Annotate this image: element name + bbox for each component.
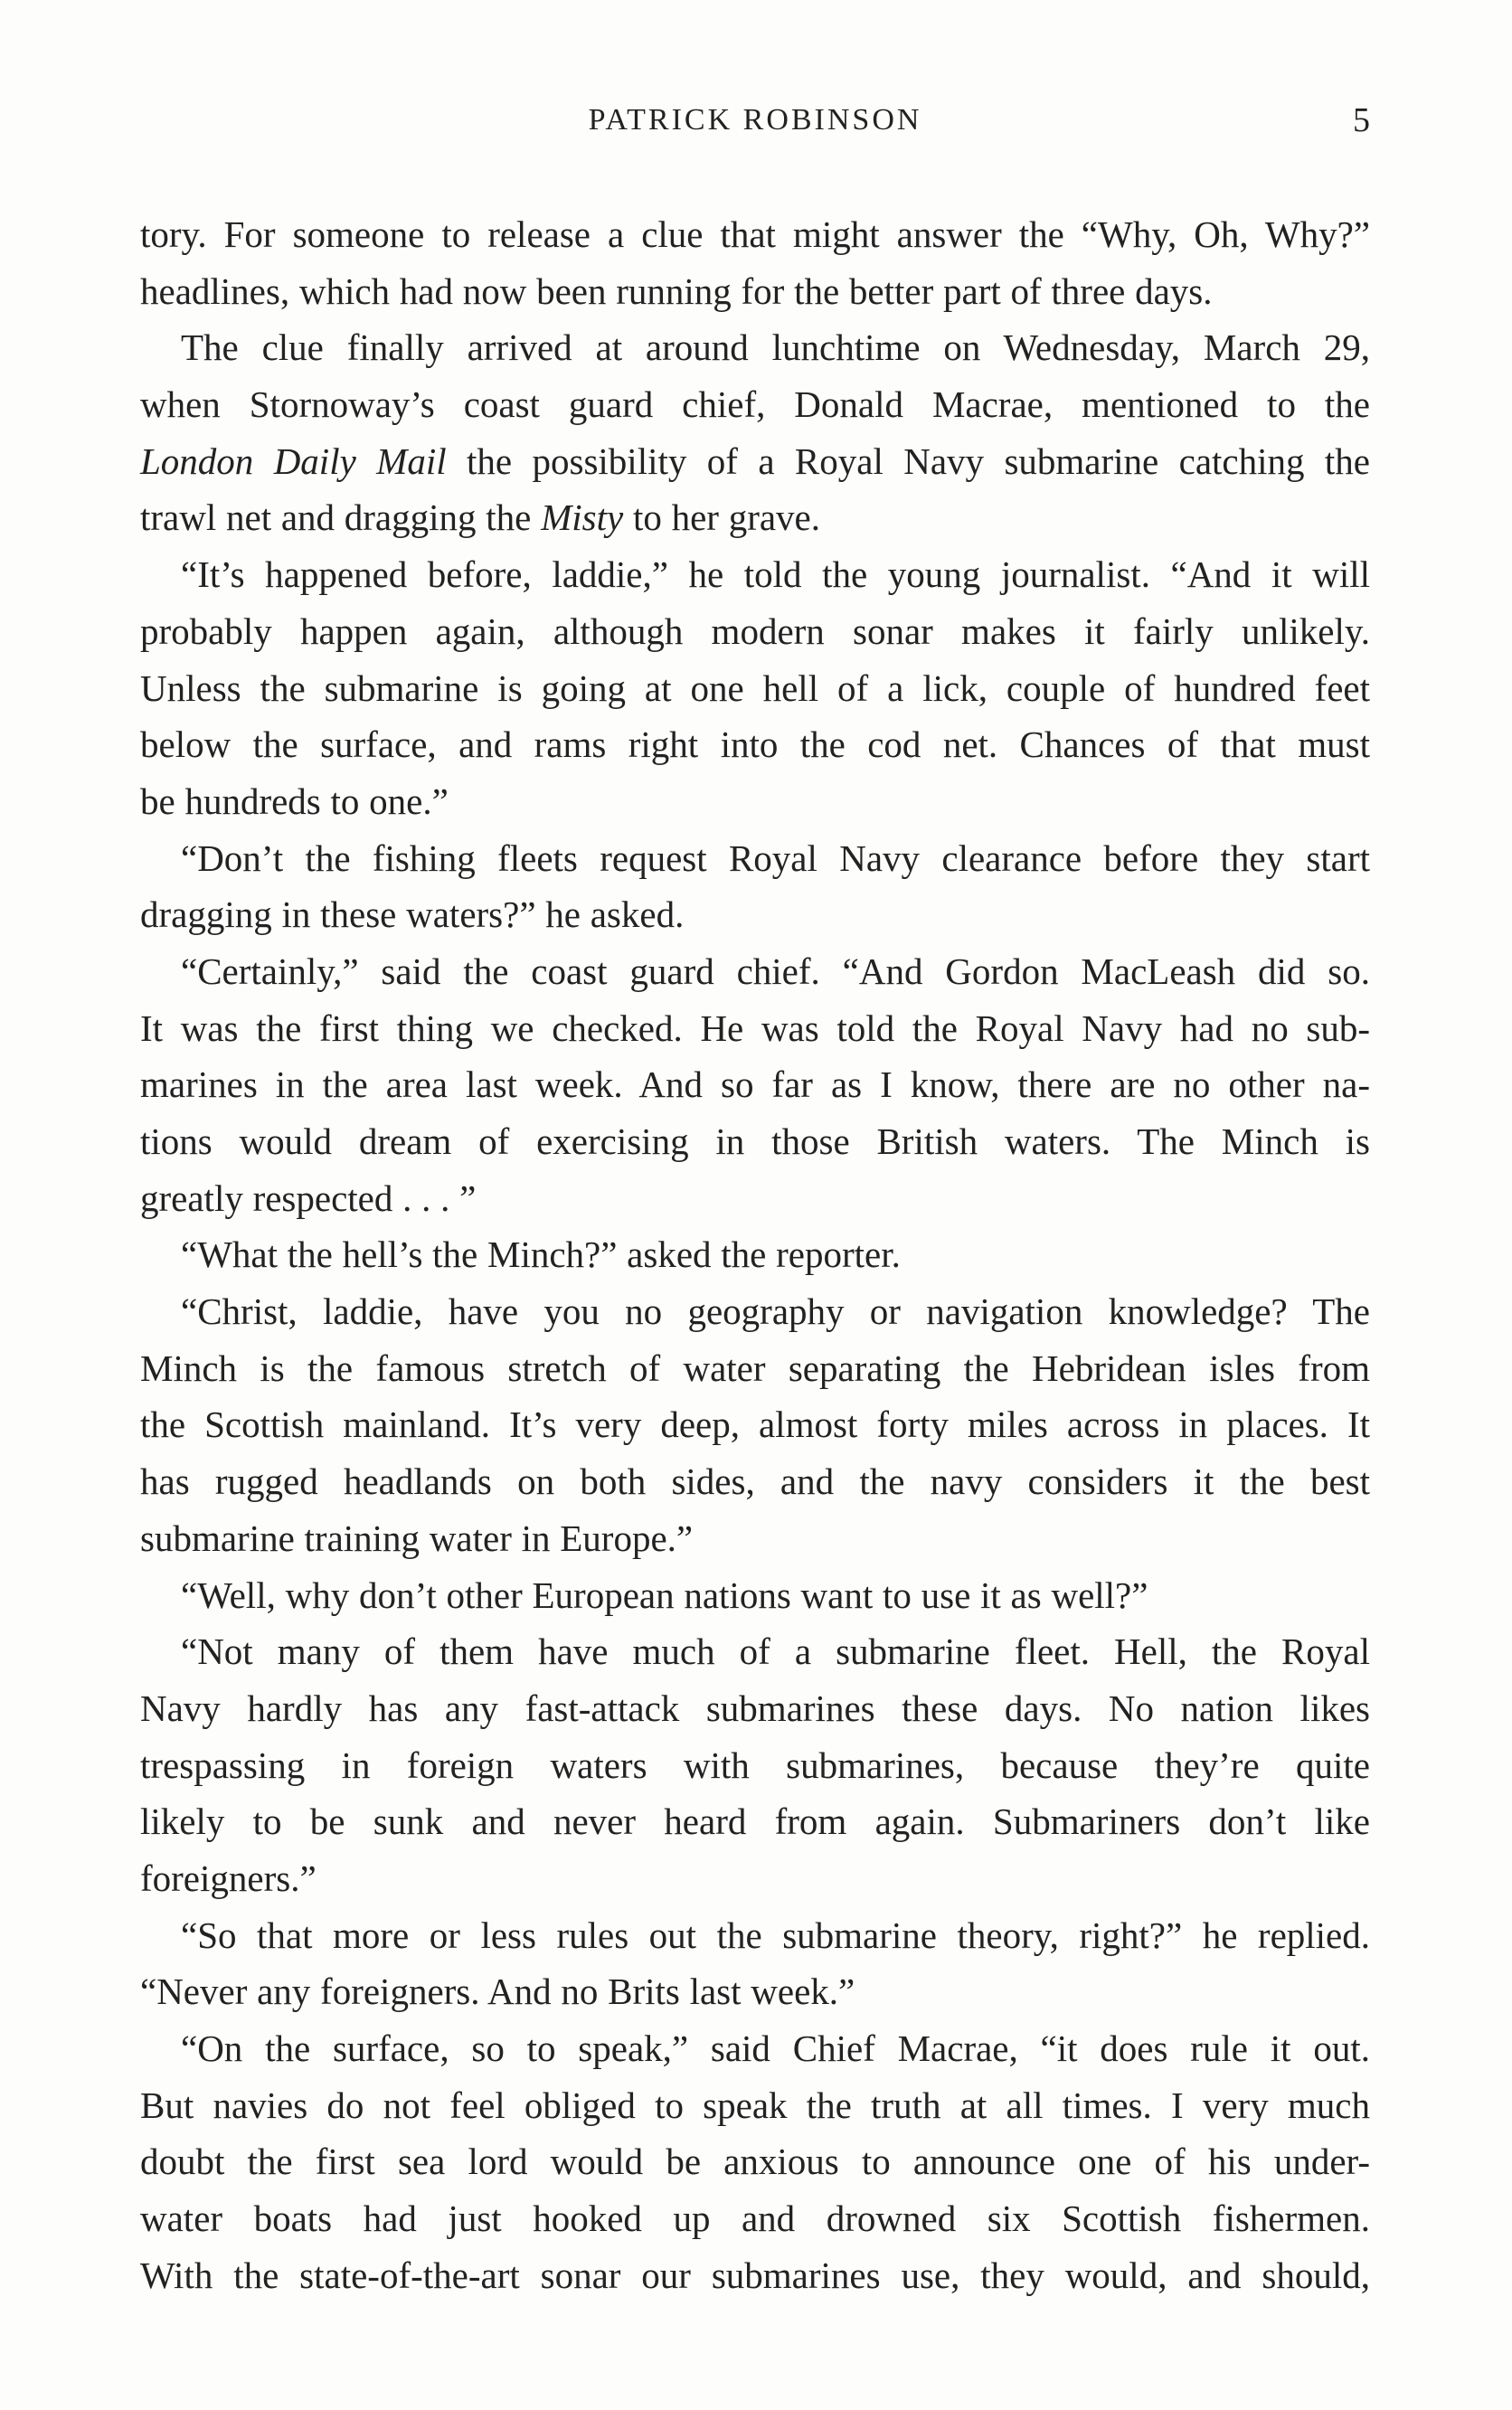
text-line: Minch is the famous stretch of water separating the Hebridean isles from <box>140 1347 1370 1389</box>
text-line: “On the surface, so to speak,” said Chief Macrae, “it does rule it out. <box>181 2027 1370 2069</box>
text-line: But navies do not feel obliged to speak the truth at all times. I very much <box>140 2084 1370 2126</box>
text-line: probably happen again, although modern sonar makes it fairly unlikely. <box>140 610 1370 652</box>
running-head <box>140 98 1370 143</box>
text-line: headlines, which had now been running for the better part of three days. <box>140 269 1213 312</box>
text-line: dragging in these waters?” he asked. <box>140 893 685 936</box>
text-line: Unless the submarine is going at one hell of a lick, couple of hundred feet <box>140 666 1370 709</box>
text-line: submarine training water in Europe.” <box>140 1517 694 1559</box>
text-line: be hundreds to one.” <box>140 780 449 822</box>
text-line: “Christ, laddie, have you no geography or navigation knowledge? The <box>181 1290 1370 1333</box>
page-number: 5 <box>1353 101 1370 139</box>
text-line: The clue finally arrived at around lunchtime on Wednesday, March 29, <box>181 326 1370 369</box>
text-line: With the state-of-the-art sonar our submarines use, they would, and should, <box>140 2254 1370 2296</box>
text-line: “Certainly,” said the coast guard chief. “And Gordon MacLeash did so. <box>181 950 1370 992</box>
text-line: “Don’t the fishing fleets request Royal Navy clearance before they start <box>181 836 1370 879</box>
text-line: “Well, why don’t other European nations want to use it as well?” <box>181 1574 1148 1616</box>
text-line: likely to be sunk and never heard from again. Submariners don’t like <box>140 1800 1370 1843</box>
body-text <box>140 206 1370 2303</box>
text-line: tions would dream of exercising in those British waters. The Minch is <box>140 1120 1370 1162</box>
text-line: marines in the area last week. And so far as I know, there are no other na- <box>140 1063 1370 1106</box>
italic-title: Misty <box>541 496 624 539</box>
text-line: greatly respected . . . ” <box>140 1177 477 1219</box>
text-line: Navy hardly has any fast-attack submarines these days. No nation likes <box>140 1687 1370 1729</box>
text-line: the Scottish mainland. It’s very deep, almost forty miles across in places. It <box>140 1403 1370 1446</box>
text-line: “It’s happened before, laddie,” he told the young journalist. “And it will <box>181 553 1370 596</box>
text-line: when Stornoway’s coast guard chief, Donald Macrae, mentioned to the <box>140 383 1370 426</box>
text-line: London Daily Mail the possibility of a Royal Navy submarine catching the <box>140 439 1370 482</box>
text-line: It was the first thing we checked. He was told the Royal Navy had no sub- <box>140 1007 1370 1049</box>
text-line: water boats had just hooked up and drowned six Scottish fishermen. <box>140 2197 1370 2240</box>
text-line: below the surface, and rams right into the cod net. Chances of that must <box>140 723 1370 766</box>
running-head-author: PATRICK ROBINSON <box>588 103 922 137</box>
italic-title: London Daily Mail <box>140 439 447 482</box>
text-line: has rugged headlands on both sides, and the navy considers it the best <box>140 1460 1370 1503</box>
text-line: “What the hell’s the Minch?” asked the reporter. <box>181 1233 901 1276</box>
text-line: “Not many of them have much of a submarine fleet. Hell, the Royal <box>181 1630 1370 1673</box>
text-line: tory. For someone to release a clue that might answer the “Why, Oh, Why?” <box>140 213 1370 255</box>
text-line: trespassing in foreign waters with submarines, because they’re quite <box>140 1744 1370 1786</box>
text-line: “So that more or less rules out the submarine theory, right?” he replied. <box>181 1914 1370 1956</box>
text-line: “Never any foreigners. And no Brits last week.” <box>140 1971 855 2013</box>
text-line: doubt the first sea lord would be anxious to announce one of his under- <box>140 2141 1370 2183</box>
text-line: foreigners.” <box>140 1857 317 1899</box>
text-line: trawl net and dragging the Misty to her grave. <box>140 496 821 539</box>
